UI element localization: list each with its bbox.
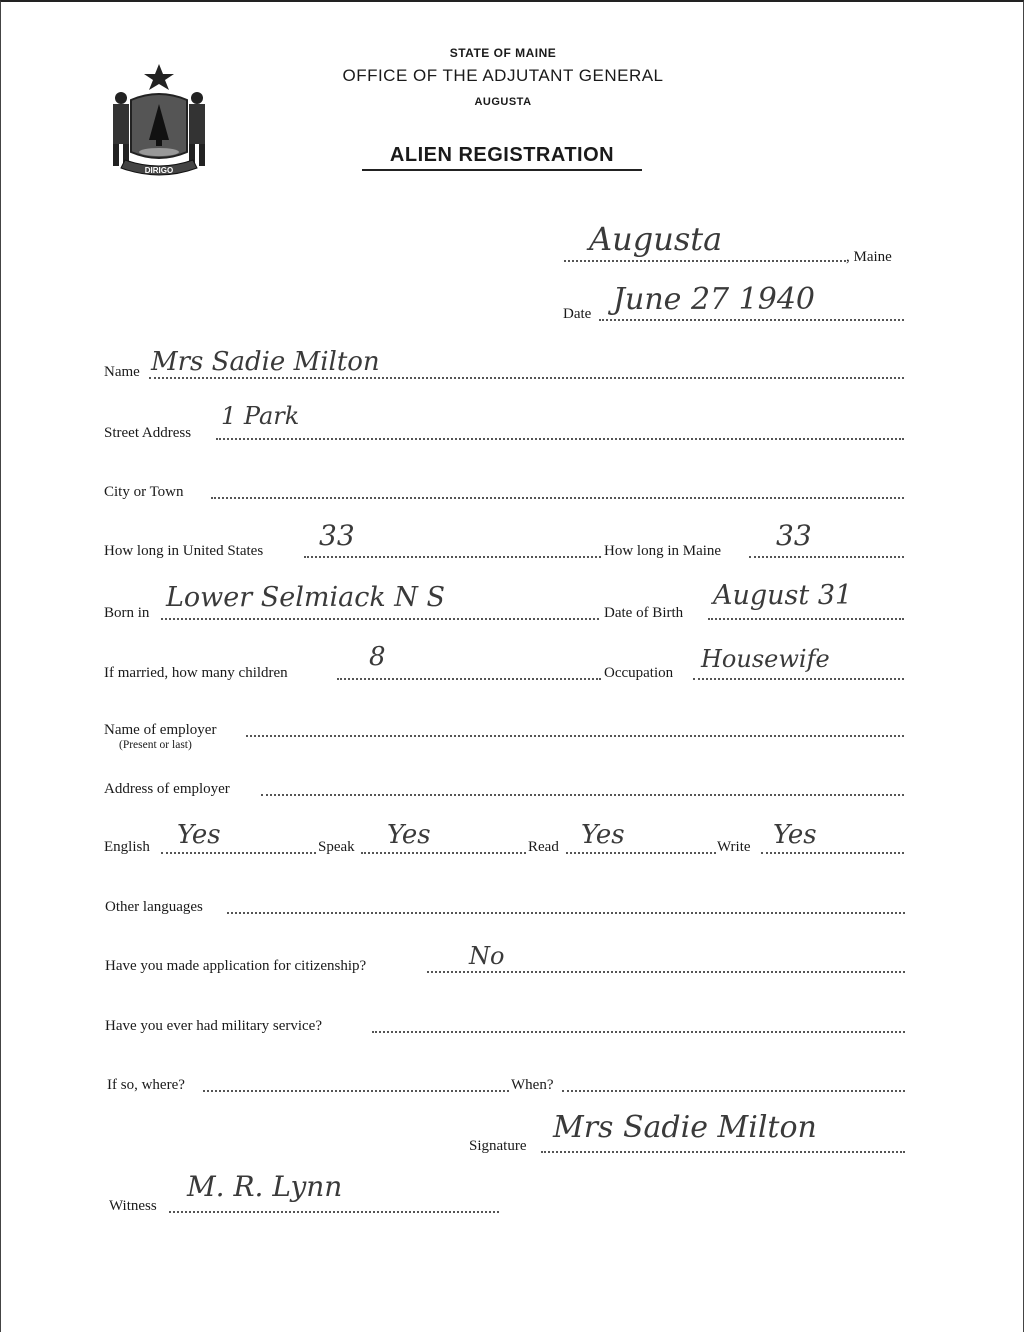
office-heading: OFFICE OF THE ADJUTANT GENERAL [342, 66, 664, 85]
other-languages-line [227, 912, 905, 914]
dob-label: Date of Birth [604, 605, 684, 621]
how-long-me-line [749, 556, 904, 558]
where-label: If so, where? [107, 1077, 185, 1093]
citizenship-value: No [469, 942, 505, 970]
witness-line [169, 1211, 499, 1213]
when-line [562, 1090, 905, 1092]
street-value: 1 Park [221, 402, 300, 430]
other-languages-label: Other languages [105, 899, 203, 915]
employer-line [246, 735, 904, 737]
place-value: Augusta [589, 220, 723, 258]
signature-label: Signature [469, 1138, 527, 1154]
write-line [761, 852, 904, 854]
where-line [203, 1090, 509, 1092]
witness-label: Witness [109, 1198, 157, 1214]
how-long-us-line [304, 556, 601, 558]
date-label: Date [563, 306, 592, 322]
speak-value: Yes [387, 820, 431, 850]
children-value: 8 [369, 642, 386, 672]
date-value: June 27 1940 [613, 282, 816, 317]
occupation-line [693, 678, 904, 680]
place-line [564, 260, 846, 262]
employer-note: (Present or last) [119, 739, 192, 751]
street-label: Street Address [104, 425, 192, 441]
name-value: Mrs Sadie Milton [151, 347, 380, 377]
how-long-us-label: How long in United States [104, 543, 264, 559]
how-long-me-label: How long in Maine [604, 543, 722, 559]
employer-address-label: Address of employer [104, 781, 230, 797]
name-line [149, 377, 904, 379]
how-long-us-value: 33 [319, 519, 355, 552]
svg-text:DIRIGO: DIRIGO [144, 166, 174, 175]
read-value: Yes [581, 820, 625, 850]
when-label: When? [511, 1077, 554, 1093]
children-label: If married, how many children [104, 665, 288, 681]
city-label: City or Town [104, 484, 184, 500]
street-line [216, 438, 904, 440]
dob-line [708, 618, 904, 620]
english-label: English [104, 839, 150, 855]
write-label: Write [717, 839, 751, 855]
citizenship-line [427, 971, 905, 973]
speak-label: Speak [318, 839, 355, 855]
dob-value: August 31 [713, 580, 853, 611]
military-line [372, 1031, 905, 1033]
military-label: Have you ever had military service? [105, 1018, 322, 1034]
signature-line [541, 1151, 905, 1153]
form-title: ALIEN REGISTRATION [362, 144, 642, 171]
born-in-line [161, 618, 599, 620]
how-long-me-value: 33 [776, 519, 812, 552]
name-label: Name [104, 364, 140, 380]
state-heading: STATE OF MAINE [449, 46, 557, 60]
speak-line [361, 852, 526, 854]
read-line [566, 852, 716, 854]
children-line [337, 678, 601, 680]
born-in-value: Lower Selmiack N S [166, 582, 445, 613]
employer-label: Name of employer [104, 722, 217, 738]
english-line [161, 852, 316, 854]
signature-value: Mrs Sadie Milton [553, 1110, 817, 1145]
city-line [211, 497, 904, 499]
employer-address-line [261, 794, 904, 796]
write-value: Yes [773, 820, 817, 850]
maine-label: , Maine [846, 249, 892, 265]
date-line [599, 319, 904, 321]
born-in-label: Born in [104, 605, 150, 621]
citizenship-label: Have you made application for citizenship? [105, 958, 367, 974]
read-label: Read [528, 839, 559, 855]
occupation-value: Housewife [701, 645, 830, 673]
english-value: Yes [177, 820, 221, 850]
witness-value: M. R. Lynn [187, 1170, 343, 1203]
city-heading: AUGUSTA [474, 96, 532, 108]
occupation-label: Occupation [604, 665, 674, 681]
